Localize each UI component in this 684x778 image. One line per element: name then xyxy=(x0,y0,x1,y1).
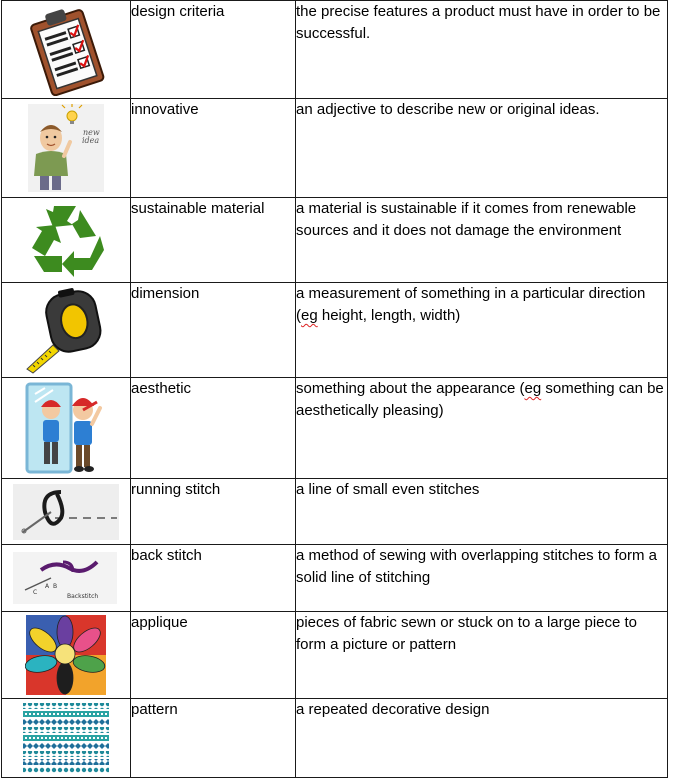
definition-cell xyxy=(296,378,668,479)
image-text-idea: idea xyxy=(82,136,100,145)
running-stitch-icon xyxy=(11,482,121,542)
spellcheck-flagged-word: eg xyxy=(301,307,318,324)
term-cell xyxy=(131,479,296,545)
back-stitch-icon xyxy=(11,548,121,608)
term-text: sustainable material xyxy=(131,200,265,217)
term-text: innovative xyxy=(131,101,199,118)
table-row xyxy=(2,699,668,778)
term-cell xyxy=(131,612,296,699)
table-row xyxy=(2,545,668,612)
image-text-backstitch: Backstitch xyxy=(67,593,99,600)
spellcheck-flagged-word: eg xyxy=(524,380,542,397)
term-cell xyxy=(131,699,296,778)
definition-cell xyxy=(296,479,668,545)
image-cell xyxy=(2,99,131,198)
table-row xyxy=(2,99,668,198)
term-cell xyxy=(131,1,296,99)
term-text: pattern xyxy=(131,701,178,718)
image-text-c: C xyxy=(33,589,38,596)
clipboard-checklist-icon xyxy=(22,4,110,96)
table-row xyxy=(2,378,668,479)
term-text: back stitch xyxy=(131,547,202,564)
definition-text: a material is sustainable if it comes from renewable sources and it does not damage the environment xyxy=(296,200,637,239)
definition-text: the precise features a product must have in order to be successful. xyxy=(296,3,661,42)
image-cell xyxy=(2,479,131,545)
term-cell xyxy=(131,99,296,198)
definition-text: a line of small even stitches xyxy=(296,481,480,498)
definition-text: an adjective to describe new or original ideas. xyxy=(296,101,600,118)
term-cell xyxy=(131,198,296,283)
definition-text-tail: height, length, width) xyxy=(317,307,461,324)
table-row xyxy=(2,1,668,99)
definition-cell xyxy=(296,545,668,612)
applique-flower-icon xyxy=(25,614,107,696)
definition-cell xyxy=(296,699,668,778)
pattern-swatch-icon xyxy=(21,701,111,775)
definition-cell xyxy=(296,283,668,378)
image-cell xyxy=(2,378,131,479)
term-text: aesthetic xyxy=(131,380,192,397)
image-text-new: new xyxy=(83,128,100,137)
table-row xyxy=(2,198,668,283)
image-cell xyxy=(2,545,131,612)
vocabulary-table xyxy=(1,0,668,778)
recycle-icon xyxy=(24,200,108,280)
tape-measure-icon xyxy=(23,285,109,375)
image-cell xyxy=(2,198,131,283)
term-text: dimension xyxy=(131,285,200,302)
term-text: design criteria xyxy=(131,3,225,20)
term-text: applique xyxy=(131,614,188,631)
definition-cell xyxy=(296,1,668,99)
table-row xyxy=(2,612,668,699)
image-text-b: B xyxy=(53,583,58,590)
table-row xyxy=(2,479,668,545)
term-cell xyxy=(131,545,296,612)
definition-cell xyxy=(296,198,668,283)
image-text-a: A xyxy=(45,583,50,590)
definition-text: pieces of fabric sewn or stuck on to a large piece to form a picture or pattern xyxy=(296,614,638,653)
image-cell xyxy=(2,283,131,378)
definition-text: something about the appearance ( xyxy=(296,380,525,397)
image-cell xyxy=(2,612,131,699)
kids-mirror-icon xyxy=(21,380,111,476)
definition-text: a repeated decorative design xyxy=(296,701,490,718)
term-cell xyxy=(131,378,296,479)
definition-cell xyxy=(296,99,668,198)
term-cell xyxy=(131,283,296,378)
definition-cell xyxy=(296,612,668,699)
image-cell xyxy=(2,699,131,778)
table-row xyxy=(2,283,668,378)
definition-text: a method of sewing with overlapping stitches to form a solid line of stitching xyxy=(296,547,658,586)
image-cell xyxy=(2,1,131,99)
idea-lightbulb-person-icon xyxy=(24,102,108,194)
term-text: running stitch xyxy=(131,481,221,498)
definition-text: a measurement of something in a particular direction ( xyxy=(296,285,646,324)
definition-text-tail: something can be aesthetically pleasing) xyxy=(296,380,664,419)
